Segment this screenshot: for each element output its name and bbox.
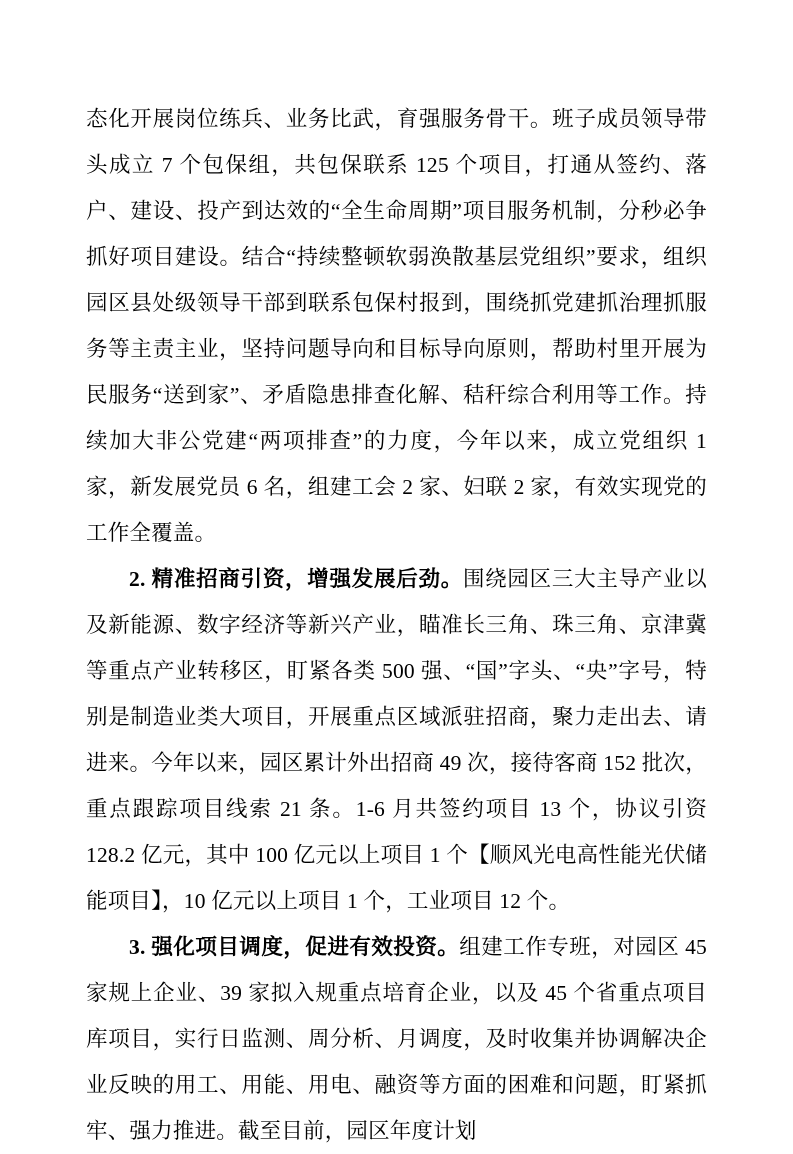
paragraph-3-heading: 3. 强化项目调度，促进有效投资。: [129, 935, 460, 959]
paragraph-1-text: 态化开展岗位练兵、业务比武，育强服务骨干。班子成员领导带头成立 7 个包保组，共包保联系 125 个项目，打通从签约、落户、建设、投产到达效的“全生命周期”项目服务机制，分秒必争抓好项目建设。结合“持续整顿软弱涣散基层党组织”要求，组织园区县处级领导干部到联系包保村报到，围绕抓党建抓治理抓服务等主责主业，坚持问题导向和目标导向原则，帮助村里开展为民服务“送到家”、矛盾隐患排查化解、秸秆综合利用等工作。持续加大非公党建“两项排查”的力度，今年以来，成立党组织 1 家，新发展党员 6 名，组建工会 2 家、妇联 2 家，有效实现党的工作全覆盖。: [86, 107, 707, 545]
paragraph-3-text: 组建工作专班，对园区 45 家规上企业、39 家拟入规重点培育企业，以及 45 个省重点项目库项目，实行日监测、周分析、月调度，及时收集并协调解决企业反映的用工、用能、用电、融资等方面的困难和问题，盯紧抓牢、强力推进。截至目前，园区年度计划: [86, 935, 707, 1143]
paragraph-3: [86, 924, 707, 1154]
paragraph-2-text: 围绕园区三大主导产业以及新能源、数字经济等新兴产业，瞄准长三角、珠三角、京津冀等重点产业转移区，盯紧各类 500 强、“国”字头、“央”字号，特别是制造业类大项目，开展重点区域派驻招商，聚力走出去、请进来。今年以来，园区累计外出招商 49 次，接待客商 152 批次，重点跟踪项目线索 21 条。1-6 月共签约项目 13 个，协议引资 128.2 亿元，其中 100 亿元以上项目 1 个【顺风光电高性能光伏储能项目】，10 亿元以上项目 1 个，工业项目 12 个。: [86, 567, 707, 913]
document-body: [86, 96, 707, 1154]
paragraph-2-heading: 2. 精准招商引资，增强发展后劲。: [129, 567, 463, 591]
paragraph-1: [86, 96, 707, 556]
paragraph-2: [86, 556, 707, 924]
